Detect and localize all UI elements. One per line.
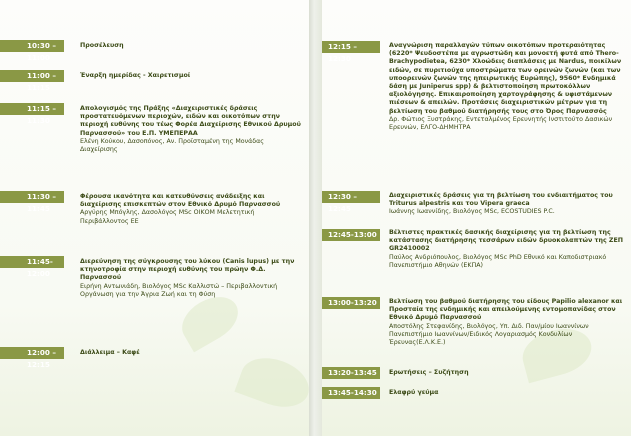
session-speaker: Αργύρης Μπόγλης, Δασολόγος MSc ΟΙΚΟΜ Μελετητική Περιβάλλοντος ΕΕ — [80, 209, 255, 225]
leaf-decoration — [234, 349, 315, 415]
session-title: Αναγνώριση παραλλαγών τύπων οικοτόπων προτεραιότητας (6220* Ψευδοστέπα με αγρωστώδη και μονοετή φυτά από Thero- Brachypodietea, 6230* Χλοώδεις διαπλάσεις με Nardus, ποικίλων ειδών, σε πυριτιούχα υποστρώματα των ορεινών ζωνών (και των υποορεινών ζωνών της ηπειρωτικής Ευρώπης), 9560* Ενδημικά δάση με Juniperus spp) & βελτιστοποίηση πρωτοκόλλων αξιολόγησης. Επικαιροποίηση χαρτογράφησης & υφιστάμενων πιέσεων & απειλών. Προτάσεις διαχειριστικών μέτρων για τη βελτίωση του βαθμού διατήρησής τους στο Όρος Παρνασσός — [389, 42, 622, 115]
session-speaker: Δρ. Φώτιος Ξυστράκης, Εντεταλμένος Ερευνητής Ινστιτούτο Δασικών Ερευνών, ΕΛΓΟ-ΔΗΜΗΤΡΑ — [389, 115, 613, 132]
session-speaker: Αποστόλης Στεφανίδης, Βιολόγος, Υπ. Διδ. Παν/μίου Ιωαννίνων Πανεπιστήμιο Ιωαννίνων/Ειδικός Λογαριασμός Κονδυλίων Έρευνας(Ε.Λ.Κ.Ε.) — [389, 322, 589, 347]
time-slot: 12:15 – 12:30 — [322, 41, 380, 53]
time-slot: 11:15 – 11:30 — [0, 103, 64, 115]
session-text — [389, 389, 627, 397]
session-text — [80, 258, 302, 299]
session-title: Βέλτιστες πρακτικές δασικής διαχείρισης για τη βελτίωση της κατάστασης διατήρησης τεσσάρων ειδών δρυοκολαπτών της ΖΕΠ GR2410002 — [389, 229, 624, 253]
time-slot: 13:20-13:45 — [322, 367, 380, 379]
time-slot: 13:45-14:30 — [322, 387, 380, 399]
session-text — [389, 192, 627, 217]
session-speaker: Ιωάννης Ιωαννίδης, Βιολόγος MSc, ECOSTUDIES P.C. — [389, 208, 555, 216]
session-text — [389, 229, 627, 270]
session-title: Ερωτήσεις – Συζήτηση — [389, 369, 469, 376]
session-title: Διάλλειμα – Καφέ — [80, 349, 140, 356]
session-title: Διερεύνηση της σύγκρουσης του λύκου (Canis lupus) με την κτηνοτροφία στην περιοχή ευθύνης του πρώην Φ.Δ. Παρνασσού — [80, 258, 295, 282]
session-text — [80, 349, 300, 357]
session-title: Απολογισμός της Πράξης «Διαχειριστικές δράσεις προστατευόμενων περιοχών, ειδών και οικοτόπων στην περιοχή ευθύνης του τέως Φορέα Διαχείρισης Εθνικού Δρυμού Παρνασσού» του Ε.Π. ΥΜΕΠΕΡΑΑ — [80, 105, 301, 137]
time-slot: 12:00 – 12:15 — [0, 347, 64, 359]
session-text — [389, 42, 627, 132]
time-slot: 12:45-13:00 — [322, 229, 380, 241]
session-title: Φέρουσα ικανότητα και κατευθύνσεις ανάδειξης και διαχείρισης επισκεπτών στον Εθνικό Δρυμό Παρνασσού — [80, 193, 281, 209]
session-speaker: Ελένη Κούκου, Δασοπόνος, Αν. Προϊσταμένη της Μονάδας Διαχείρισης — [80, 137, 264, 154]
session-title: Έναρξη ημερίδας - Χαιρετισμοί — [80, 72, 191, 79]
left-page — [0, 0, 309, 436]
session-text — [389, 298, 627, 347]
session-title: Βελτίωση του βαθμού διατήρησης του είδους Papilio alexanor και Προσταία της ενδημικής και απειλούμενης εντομοπανίδας στον Εθνικό Δρυμό Παρνασσού — [389, 298, 623, 322]
session-text — [80, 72, 300, 80]
time-slot: 11:00 – 11:15 — [0, 70, 64, 82]
session-text — [389, 369, 627, 377]
session-title: Προσέλευση — [80, 42, 124, 49]
session-text — [80, 42, 300, 50]
right-page — [322, 0, 631, 436]
session-speaker: Παύλος Ανδριόπουλος, Βιολόγος MSc PhD Εθνικό και Καποδιστριακό Πανεπιστήμιο Αθηνών (ΕΚΠΑ) — [389, 253, 607, 269]
session-title: Ελαφρύ γεύμα — [389, 389, 439, 396]
session-speaker: Ειρήνη Αντωνιάδη, Βιολόγος MSc Καλλιστώ – Περιβαλλοντική Οργάνωση για την Άγρια Ζωή και τη Φύση — [80, 282, 278, 298]
session-text — [80, 105, 302, 154]
session-text — [80, 193, 302, 226]
time-slot: 11:30 – 11:45 — [0, 191, 64, 203]
session-title: Διαχειριστικές δράσεις για τη βελτίωση του ενδιαιτήματος του Triturus alpestris και του Vipera graeca — [389, 192, 613, 208]
book-gutter — [309, 0, 322, 436]
time-slot: 12:30 – 12:45 — [322, 191, 380, 203]
time-slot: 10:30 – 11:00 — [0, 40, 64, 52]
time-slot: 11:45-12:00 — [0, 256, 64, 268]
time-slot: 13:00-13:20 — [322, 297, 380, 309]
